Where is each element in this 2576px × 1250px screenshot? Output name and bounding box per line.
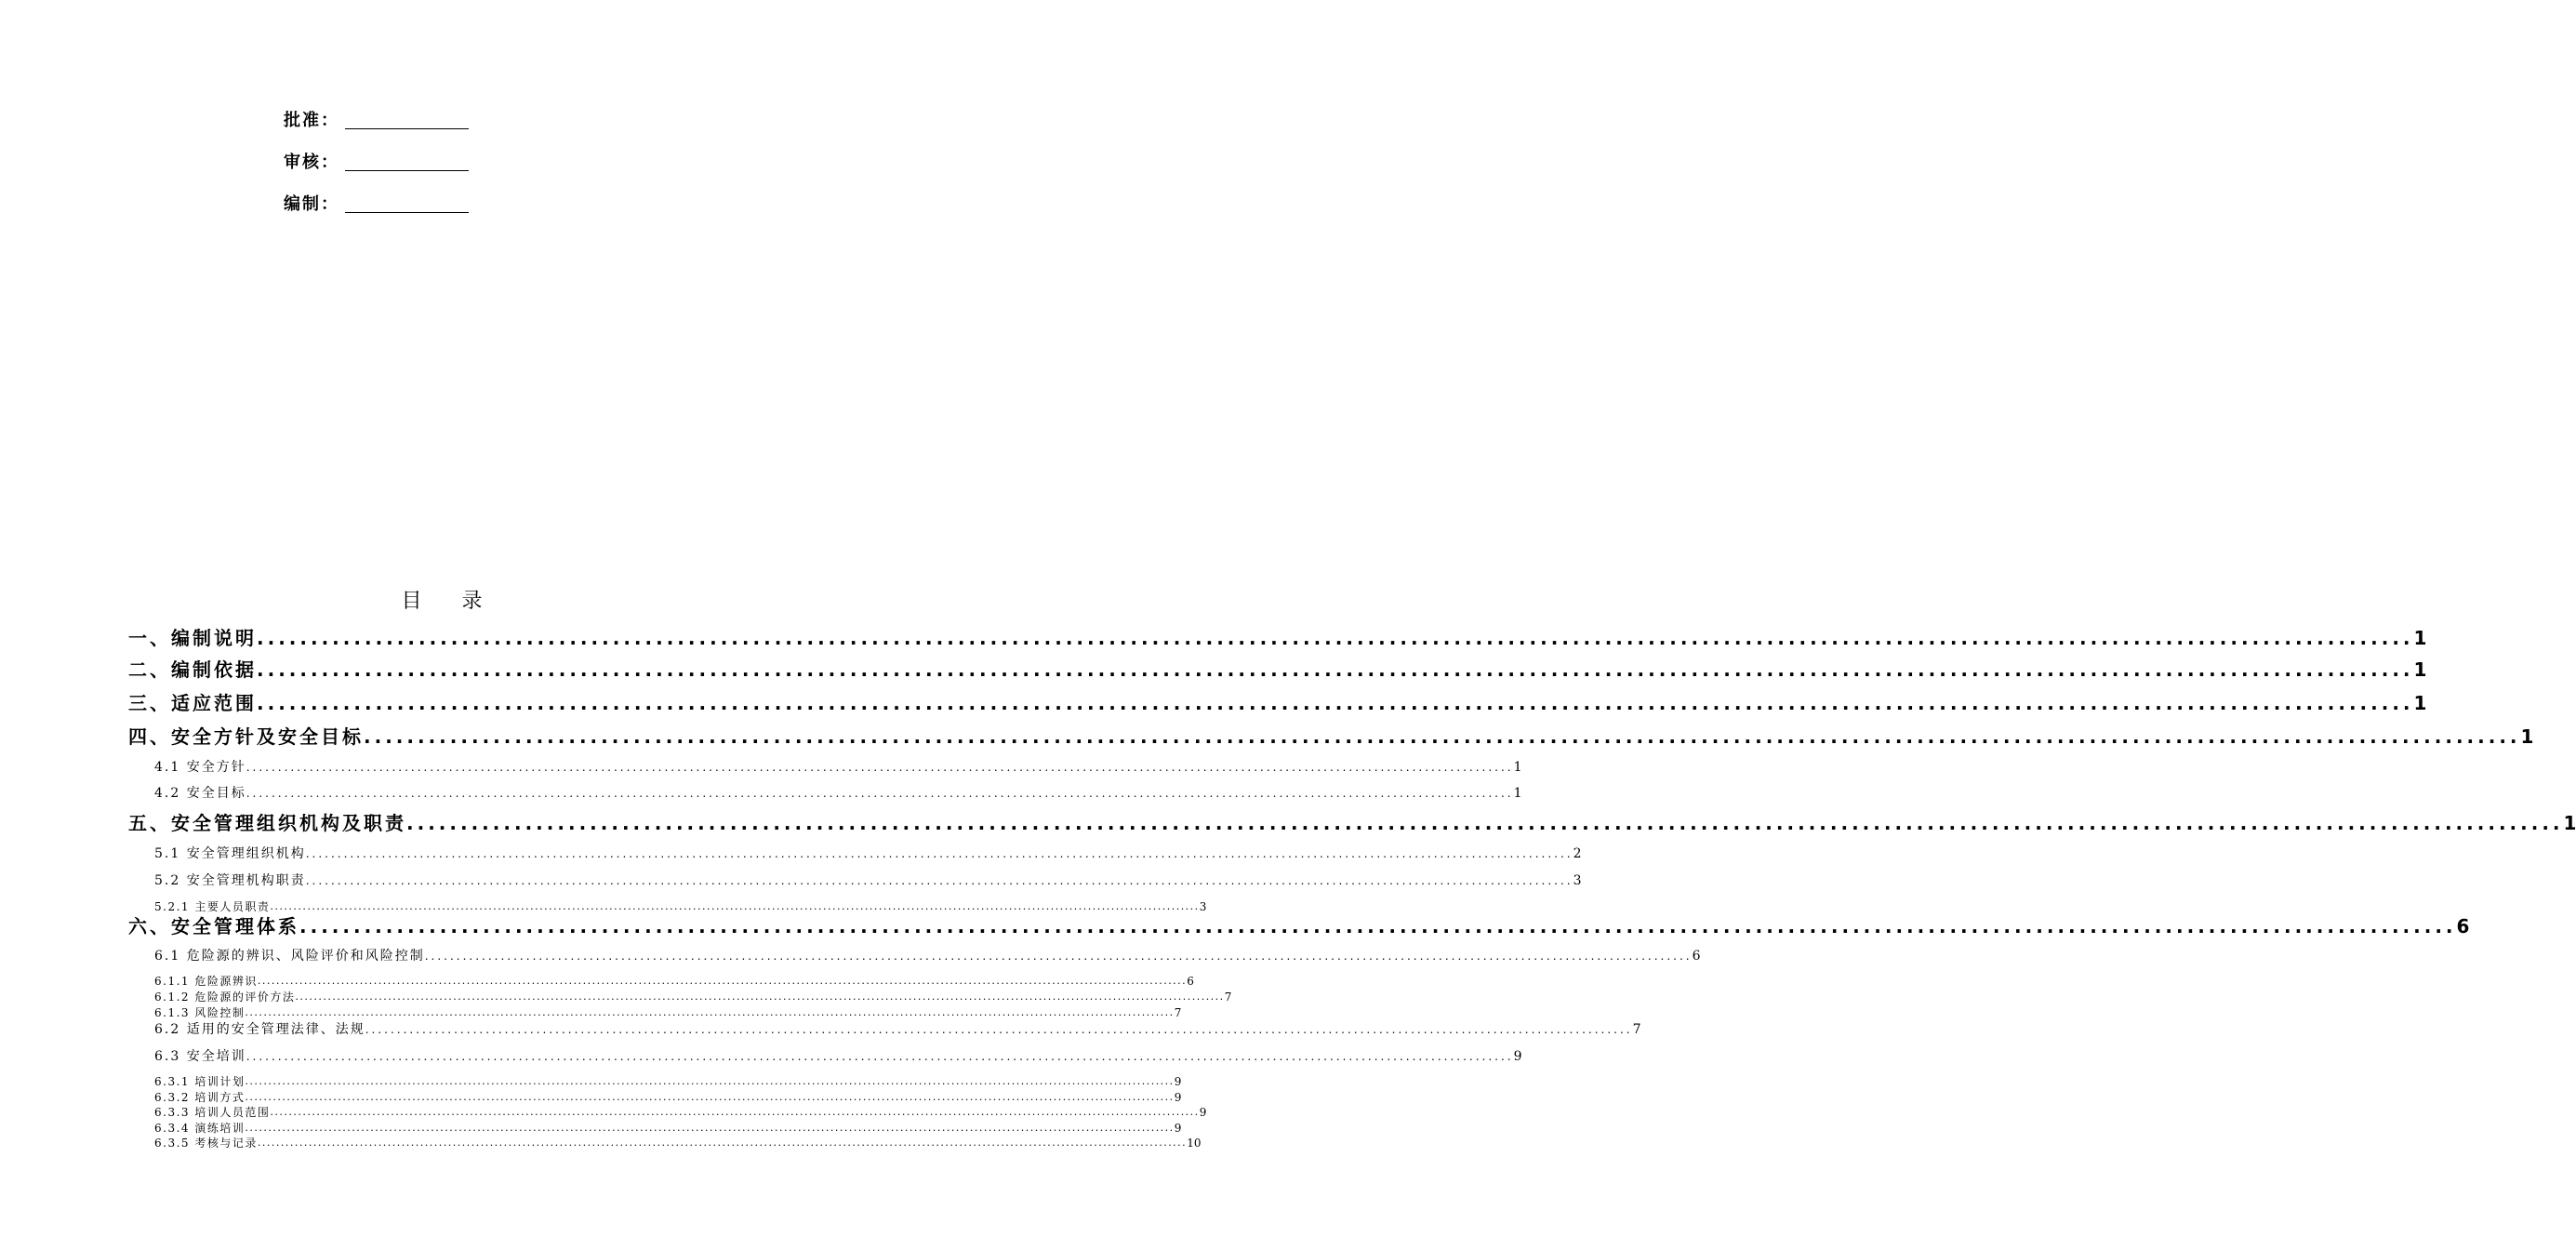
toc-entry-text: 6.1 危险源的辨识、风险评价和风险控制 bbox=[154, 949, 425, 964]
toc-page-number: 1 bbox=[2413, 692, 2427, 714]
toc-page-number: 7 bbox=[1224, 991, 1232, 1004]
toc-leader: ........................................................................................................................................................................................................ bbox=[246, 761, 1514, 774]
toc-entry-text: 五、安全管理组织机构及职责 bbox=[128, 812, 406, 834]
toc-entry-text: 5.1 安全管理组织机构 bbox=[154, 846, 306, 861]
toc-leader: ........................................................................................................................................................................................................ bbox=[257, 692, 2414, 714]
toc-leader: ........................................................................................................................................................................................................ bbox=[257, 975, 1188, 987]
compile-signature-line bbox=[345, 212, 469, 213]
toc-entry-6-1-2[interactable] bbox=[154, 990, 1232, 1004]
compile-row bbox=[284, 193, 470, 216]
toc-leader: ........................................................................................................................................................................................................ bbox=[270, 1106, 1200, 1118]
toc-entry-text: 6.1.2 危险源的评价方法 bbox=[154, 991, 296, 1004]
toc-leader: ........................................................................................................................................................................................................ bbox=[424, 950, 1693, 963]
toc-entry-6-3-4[interactable] bbox=[154, 1121, 1182, 1136]
toc-entry-2[interactable] bbox=[128, 656, 2427, 684]
toc-page-number: 9 bbox=[1513, 1049, 1522, 1064]
toc-entry-text: 4.1 安全方针 bbox=[154, 760, 246, 775]
toc-page-number: 10 bbox=[1187, 1137, 1202, 1150]
approve-label: 批准： bbox=[284, 111, 339, 130]
toc-entry-text: 三、适应范围 bbox=[128, 692, 257, 714]
toc-leader: ........................................................................................................................................................................................................ bbox=[365, 1023, 1633, 1036]
toc-entry-text: 5.2.1 主要人员职责 bbox=[154, 900, 271, 913]
toc-entry-text: 6.1.1 危险源辨识 bbox=[154, 975, 258, 988]
toc-leader: ........................................................................................................................................................................................................ bbox=[406, 812, 2564, 834]
review-label: 审核： bbox=[284, 153, 339, 172]
toc-entry-text: 6.3.2 培训方式 bbox=[154, 1091, 246, 1104]
toc-page-number: 9 bbox=[1174, 1091, 1182, 1104]
compile-label: 编制： bbox=[284, 194, 339, 214]
toc-page-number: 6 bbox=[1187, 975, 1194, 988]
toc-entry-6-1-3[interactable] bbox=[154, 1005, 1182, 1020]
toc-entry-text: 6.3.5 考核与记录 bbox=[154, 1137, 258, 1150]
toc-entry-1[interactable] bbox=[128, 624, 2427, 652]
toc-entry-5[interactable] bbox=[128, 809, 2576, 837]
review-row bbox=[284, 152, 470, 174]
approve-row bbox=[284, 110, 470, 132]
toc-entry-text: 6.3.1 培训计划 bbox=[154, 1075, 246, 1088]
toc-leader: ........................................................................................................................................................................................................ bbox=[246, 1050, 1514, 1063]
toc-page-number: 9 bbox=[1199, 1106, 1207, 1119]
toc-page-number: 9 bbox=[1174, 1122, 1182, 1135]
toc-page-number: 1 bbox=[2413, 658, 2427, 681]
toc-entry-6-3-2[interactable] bbox=[154, 1090, 1182, 1105]
toc-entry-6-3-3[interactable] bbox=[154, 1105, 1207, 1120]
toc-leader: ........................................................................................................................................................................................................ bbox=[245, 1122, 1175, 1134]
toc-page-number: 6 bbox=[1692, 949, 1701, 964]
toc-leader: ........................................................................................................................................................................................................ bbox=[305, 874, 1573, 887]
toc-entry-text: 6.3.3 培训人员范围 bbox=[154, 1106, 271, 1119]
toc-entry-3[interactable] bbox=[128, 689, 2427, 717]
approve-signature-line bbox=[345, 128, 469, 129]
toc-entry-4[interactable] bbox=[128, 723, 2534, 751]
toc-page-number: 6 bbox=[2456, 915, 2470, 938]
toc-page-number: 3 bbox=[1573, 873, 1582, 888]
toc-entry-6[interactable] bbox=[128, 912, 2470, 940]
toc-entry-6-1[interactable] bbox=[154, 947, 1701, 965]
toc-leader: ........................................................................................................................................................................................................ bbox=[270, 900, 1200, 912]
toc-entry-4-2[interactable] bbox=[154, 784, 1522, 803]
toc-page-number: 1 bbox=[1513, 760, 1522, 775]
toc-entry-text: 6.1.3 风险控制 bbox=[154, 1006, 246, 1019]
toc-page-number: 2 bbox=[1573, 846, 1582, 861]
toc-leader: ........................................................................................................................................................................................................ bbox=[295, 991, 1225, 1003]
toc-page-number: 9 bbox=[1174, 1075, 1182, 1088]
toc-entry-text: 4.2 安全目标 bbox=[154, 786, 246, 801]
toc-page-number: 1 bbox=[2413, 627, 2427, 649]
toc-entry-text: 6.3.4 演练培训 bbox=[154, 1122, 246, 1135]
toc-leader: ........................................................................................................................................................................................................ bbox=[305, 847, 1573, 860]
toc-page-number: 1 bbox=[2520, 725, 2534, 748]
toc-entry-6-3[interactable] bbox=[154, 1047, 1522, 1066]
toc-leader: ........................................................................................................................................................................................................ bbox=[245, 1075, 1175, 1087]
toc-leader: ........................................................................................................................................................................................................ bbox=[245, 1091, 1175, 1103]
toc-page-number: 1 bbox=[1513, 786, 1522, 801]
toc-entry-text: 四、安全方针及安全目标 bbox=[128, 725, 364, 748]
toc-entry-text: 6.2 适用的安全管理法律、法规 bbox=[154, 1022, 365, 1037]
toc-leader: ........................................................................................................................................................................................................ bbox=[257, 658, 2414, 681]
toc-entry-4-1[interactable] bbox=[154, 758, 1522, 777]
toc-entry-5-2[interactable] bbox=[154, 871, 1582, 890]
toc-entry-6-3-5[interactable] bbox=[154, 1136, 1202, 1150]
toc-leader: ........................................................................................................................................................................................................ bbox=[245, 1006, 1175, 1018]
toc-entry-5-1[interactable] bbox=[154, 844, 1582, 863]
toc-page-number: 3 bbox=[1199, 900, 1207, 913]
toc-entry-text: 六、安全管理体系 bbox=[128, 915, 299, 938]
toc-leader: ........................................................................................................................................................................................................ bbox=[299, 915, 2457, 938]
review-signature-line bbox=[345, 170, 469, 171]
toc-page-number: 7 bbox=[1174, 1006, 1182, 1019]
toc-entry-text: 二、编制依据 bbox=[128, 658, 257, 681]
toc-leader: ........................................................................................................................................................................................................ bbox=[246, 787, 1514, 800]
toc-entry-text: 5.2 安全管理机构职责 bbox=[154, 873, 306, 888]
toc-entry-text: 6.3 安全培训 bbox=[154, 1049, 246, 1064]
toc-entry-6-3-1[interactable] bbox=[154, 1074, 1182, 1089]
toc-entry-6-1-1[interactable] bbox=[154, 974, 1194, 989]
toc-leader: ........................................................................................................................................................................................................ bbox=[257, 1137, 1188, 1149]
toc-page-number: 7 bbox=[1632, 1022, 1641, 1037]
toc-entry-text: 一、编制说明 bbox=[128, 627, 257, 649]
toc-title: 目 录 bbox=[401, 590, 499, 613]
toc-leader: ........................................................................................................................................................................................................ bbox=[257, 627, 2414, 649]
toc-page-number: 1 bbox=[2563, 812, 2576, 834]
toc-entry-6-2[interactable] bbox=[154, 1020, 1641, 1039]
toc-leader: ........................................................................................................................................................................................................ bbox=[364, 725, 2521, 748]
